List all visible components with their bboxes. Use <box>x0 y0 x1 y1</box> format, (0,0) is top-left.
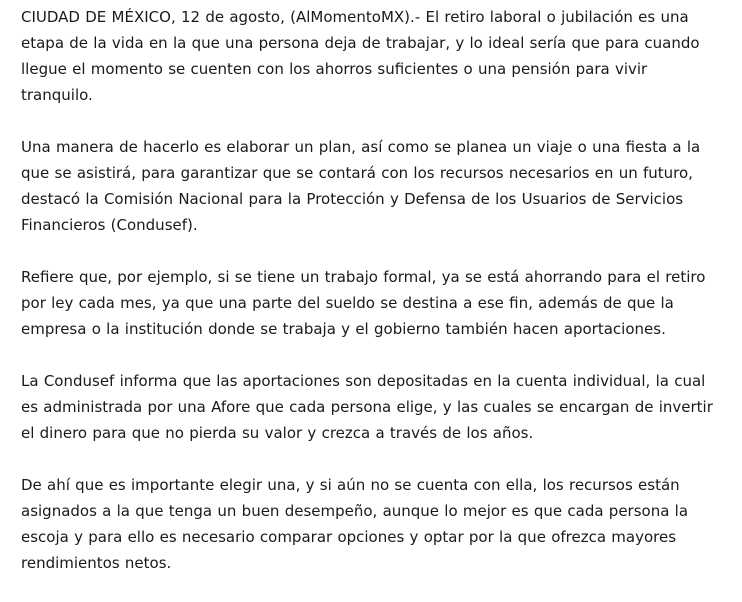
article-paragraph: CIUDAD DE MÉXICO, 12 de agosto, (AlMomentoMX).- El retiro laboral o jubilación es una etapa de la vida en la que una persona deja de trabajar, y lo ideal sería que para cuando llegue el momento se cuenten con los ahorros suficientes o una pensión para vivir tranquilo. <box>21 8 700 104</box>
article-paragraph: Refiere que, por ejemplo, si se tiene un trabajo formal, ya se está ahorrando para el retiro por ley cada mes, ya que una parte del sueldo se destina a ese fin, además de que la empresa o la institución donde se trabaja y el gobierno también hacen aportaciones. <box>21 268 706 338</box>
article-paragraph: Una manera de hacerlo es elaborar un plan, así como se planea un viaje o una fiesta a la que se asistirá, para garantizar que se contará con los recursos necesarios en un futuro, destacó la Comisión Nacional para la Protección y Defensa de los Usuarios de Servicios Financieros (Condusef). <box>21 138 701 234</box>
article-paragraph: La Condusef informa que las aportaciones son depositadas en la cuenta individual, la cual es administrada por una Afore que cada persona elige, y las cuales se encargan de invertir el dinero para que no pierda su valor y crezca a través de los años. <box>21 372 713 442</box>
article-paragraph: De ahí que es importante elegir una, y si aún no se cuenta con ella, los recursos están asignados a la que tenga un buen desempeño, aunque lo mejor es que cada persona la escoja y para ello es necesario comparar opciones y optar por la que ofrezca mayores rendimientos netos. <box>21 476 689 572</box>
article-body <box>21 4 721 602</box>
